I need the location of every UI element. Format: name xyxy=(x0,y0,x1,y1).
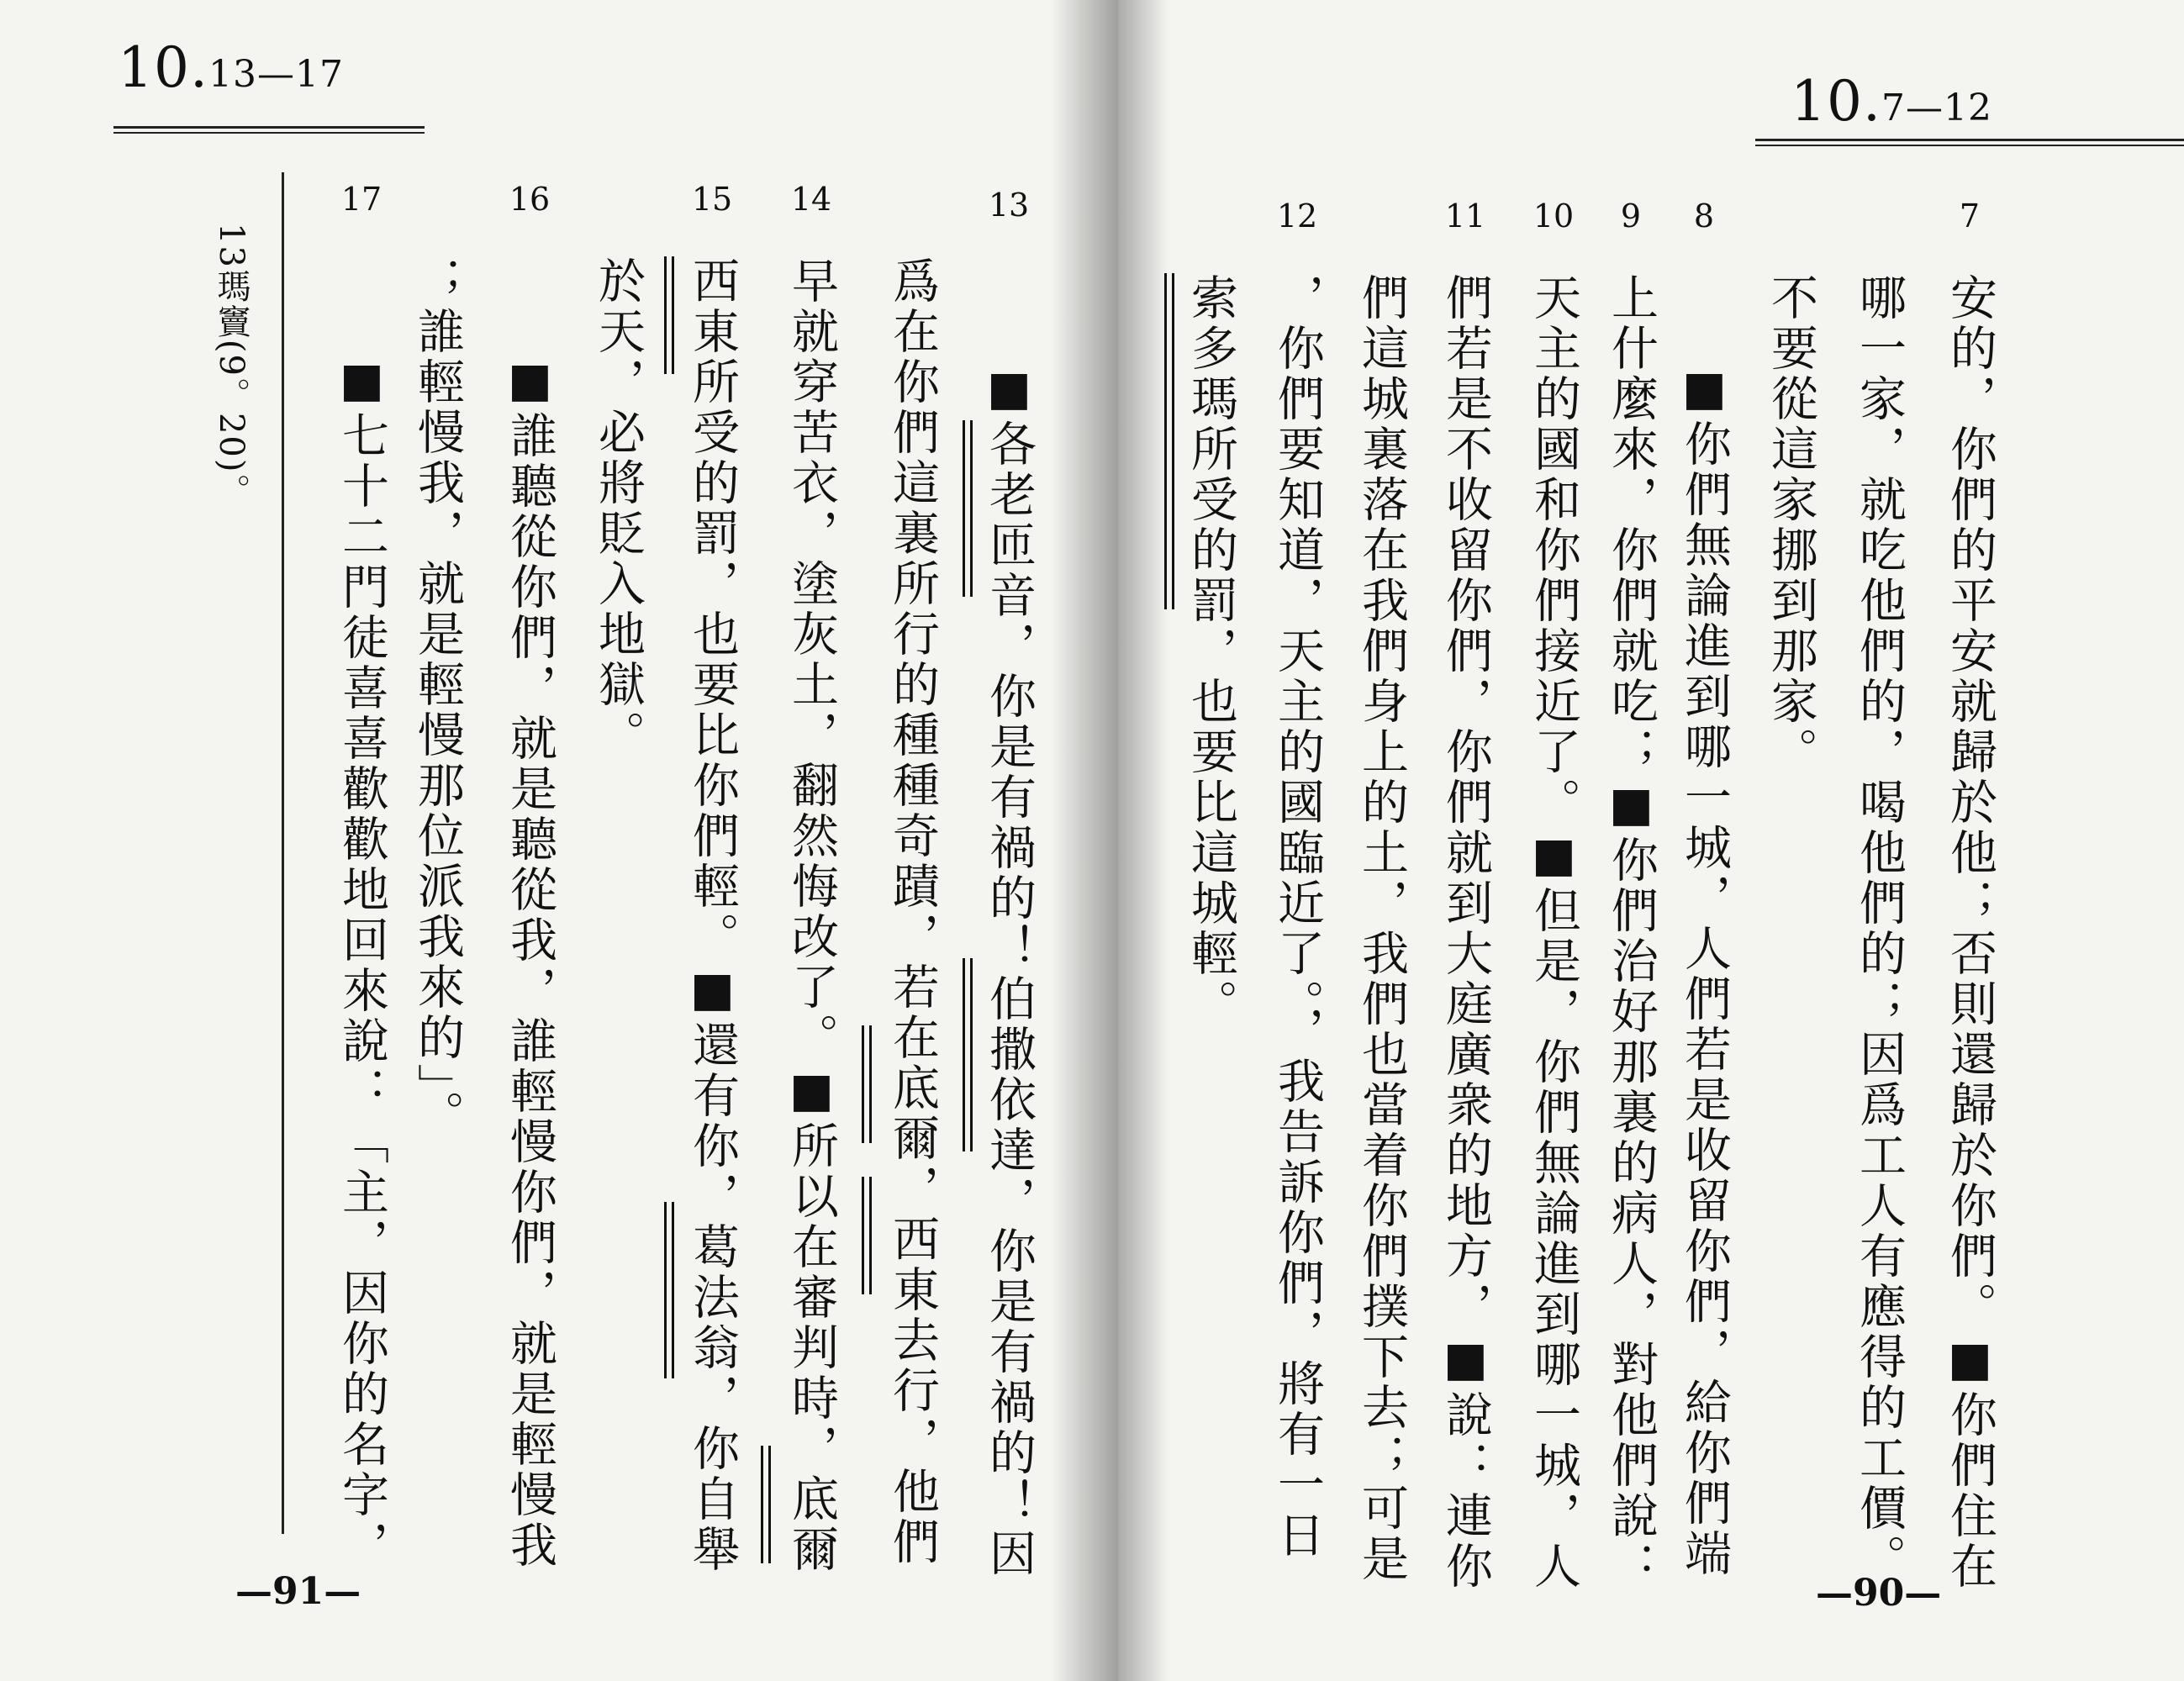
name-marker xyxy=(963,420,973,597)
text-column: 們這城裏落在我們身上的土，我們也當着你們撲下去；可是 xyxy=(1354,273,1409,1584)
text-column: 索多瑪所受的罰，也要比這城輕。 xyxy=(1184,273,1238,1030)
text-column: 於天，必將貶入地獄。 xyxy=(591,256,646,761)
text-column: ■你們無論進到哪一城，人們若是收留你們，給你們端 xyxy=(1677,361,1732,1579)
text-column: ■七十二門徒喜喜歡歡地回來說：「主，因你的名字， xyxy=(335,353,389,1571)
verse-number: 9 xyxy=(1620,198,1642,234)
name-marker xyxy=(862,1025,872,1143)
text-column: 安的，你們的平安就歸於他；否則還歸於你們。■你們住在 xyxy=(1943,273,1997,1592)
right-header-chapter: 10. xyxy=(1791,69,1881,134)
left-page-header xyxy=(118,35,344,100)
text-column: 們若是不收留你們，你們就到大庭廣衆的地方，■說：連你 xyxy=(1438,273,1493,1592)
text-column: 上什麼來，你們就吃；■你們治好那裏的病人，對他們說： xyxy=(1604,273,1659,1592)
text-column: ■誰聽從你們，就是聽從我，誰輕慢你們，就是輕慢我 xyxy=(503,353,557,1571)
page-number: —90— xyxy=(1816,1572,1942,1615)
verse-number: 12 xyxy=(1276,198,1318,234)
verse-number: 14 xyxy=(790,181,832,218)
text-column: ■各老匝音，你是有禍的！伯撒依達，你是有禍的！因 xyxy=(982,361,1037,1579)
name-marker xyxy=(664,1202,674,1378)
verse-number: 11 xyxy=(1444,198,1486,234)
verse-number: 13 xyxy=(988,187,1030,224)
right-header-rule xyxy=(1755,139,2184,146)
left-header-range: 13—17 xyxy=(208,53,344,96)
right-page xyxy=(1118,0,2184,1681)
text-column: 哪一家，就吃他們的，喝他們的；因爲工人有應得的工價。 xyxy=(1852,273,1907,1584)
footnote-divider xyxy=(282,172,284,1534)
left-header-rule xyxy=(113,126,425,134)
text-column: 不要從這家挪到那家。 xyxy=(1764,273,1818,777)
name-marker xyxy=(963,958,973,1151)
page-number: —91— xyxy=(235,1570,361,1613)
text-column: 爲在你們這裏所行的種種奇蹟，若在底爾，西東去行，他們 xyxy=(885,256,940,1568)
verse-number: 8 xyxy=(1693,198,1715,234)
name-marker xyxy=(761,1446,771,1563)
text-column: 天主的國和你們接近了。■但是，你們無論進到哪一城，人 xyxy=(1527,273,1581,1592)
name-marker xyxy=(1164,273,1174,609)
text-column: 早就穿苦衣，塗灰土，翻然悔改了。■所以在審判時，底爾 xyxy=(784,256,839,1575)
verse-number: 15 xyxy=(691,181,733,218)
left-header-chapter: 10. xyxy=(118,35,208,100)
right-page-header xyxy=(1791,69,1992,134)
verse-number: 7 xyxy=(1959,198,1981,234)
right-header-range: 7—12 xyxy=(1881,87,1992,129)
text-column: ；誰輕慢我，就是輕慢那位派我來的」。 xyxy=(410,256,465,1141)
name-marker xyxy=(862,1177,872,1294)
verse-number: 16 xyxy=(509,181,551,218)
name-marker xyxy=(664,256,674,374)
text-column: ，你們要知道，天主的國臨近了。，我告訴你們，將有一日 xyxy=(1270,273,1325,1561)
text-column: 西東所受的罰，也要比你們輕。■還有你，葛法翁，你自舉 xyxy=(685,256,740,1575)
left-footnote: 13瑪竇(9。20)。 xyxy=(212,223,251,509)
verse-number: 17 xyxy=(340,181,382,218)
verse-number: 10 xyxy=(1532,198,1575,234)
